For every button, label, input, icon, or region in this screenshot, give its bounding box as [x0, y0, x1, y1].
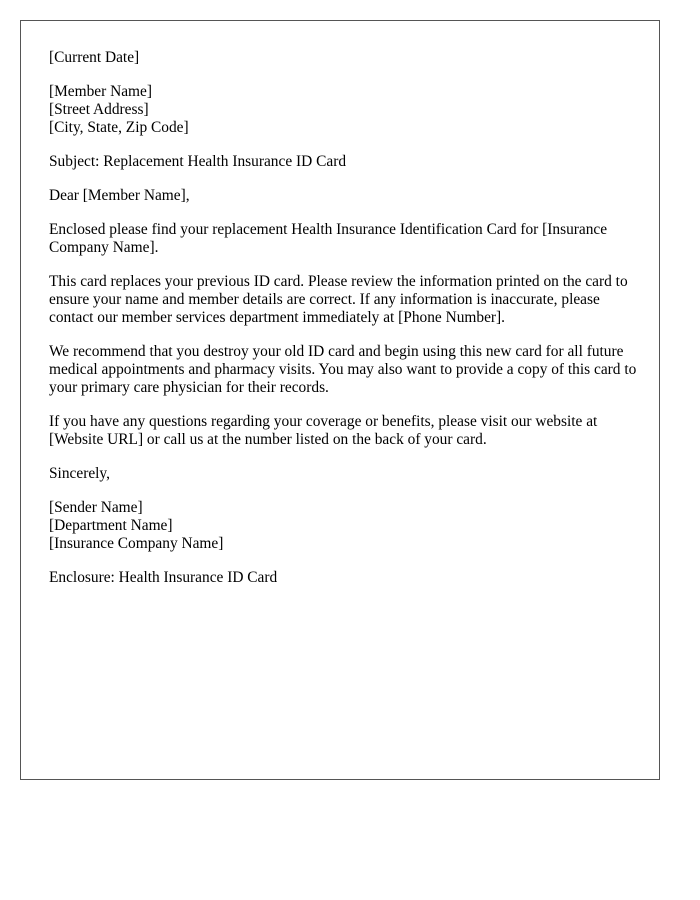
body-paragraph-2: This card replaces your previous ID card. Please review the information printed on the card to ensure your name and member details are correct. If any information is inaccurate, please contact our member services department immediately at [Phone Number]. [49, 273, 628, 326]
sender-signature-block [49, 499, 639, 553]
letter-salutation: Dear [Member Name], [49, 187, 190, 204]
sender-name: [Sender Name] [49, 499, 143, 516]
recipient-address-block [49, 83, 639, 137]
letter-enclosure: Enclosure: Health Insurance ID Card [49, 569, 278, 586]
sender-department: [Department Name] [49, 517, 173, 534]
letter-date: [Current Date] [49, 49, 140, 66]
letter-closing: Sincerely, [49, 465, 110, 482]
letter-body [49, 49, 639, 603]
letter-page [20, 20, 660, 780]
recipient-city-state-zip: [City, State, Zip Code] [49, 119, 189, 136]
body-paragraph-4: If you have any questions regarding your coverage or benefits, please visit our website at [Website URL] or call us at the number listed on the back of your card. [49, 413, 598, 448]
recipient-name: [Member Name] [49, 83, 152, 100]
sender-company: [Insurance Company Name] [49, 535, 224, 552]
recipient-street: [Street Address] [49, 101, 149, 118]
letter-subject: Subject: Replacement Health Insurance ID Card [49, 153, 347, 170]
body-paragraph-3: We recommend that you destroy your old ID card and begin using this new card for all future medical appointments and pharmacy visits. You may also want to provide a copy of this card to your primary care physician for their records. [49, 343, 637, 396]
letter-date-block [49, 49, 639, 67]
closing-block [49, 465, 639, 483]
subject-block [49, 153, 639, 171]
salutation-block [49, 187, 639, 205]
enclosure-block [49, 569, 639, 587]
body-paragraph-1: Enclosed please find your replacement Health Insurance Identification Card for [Insurance Company Name]. [49, 221, 608, 256]
